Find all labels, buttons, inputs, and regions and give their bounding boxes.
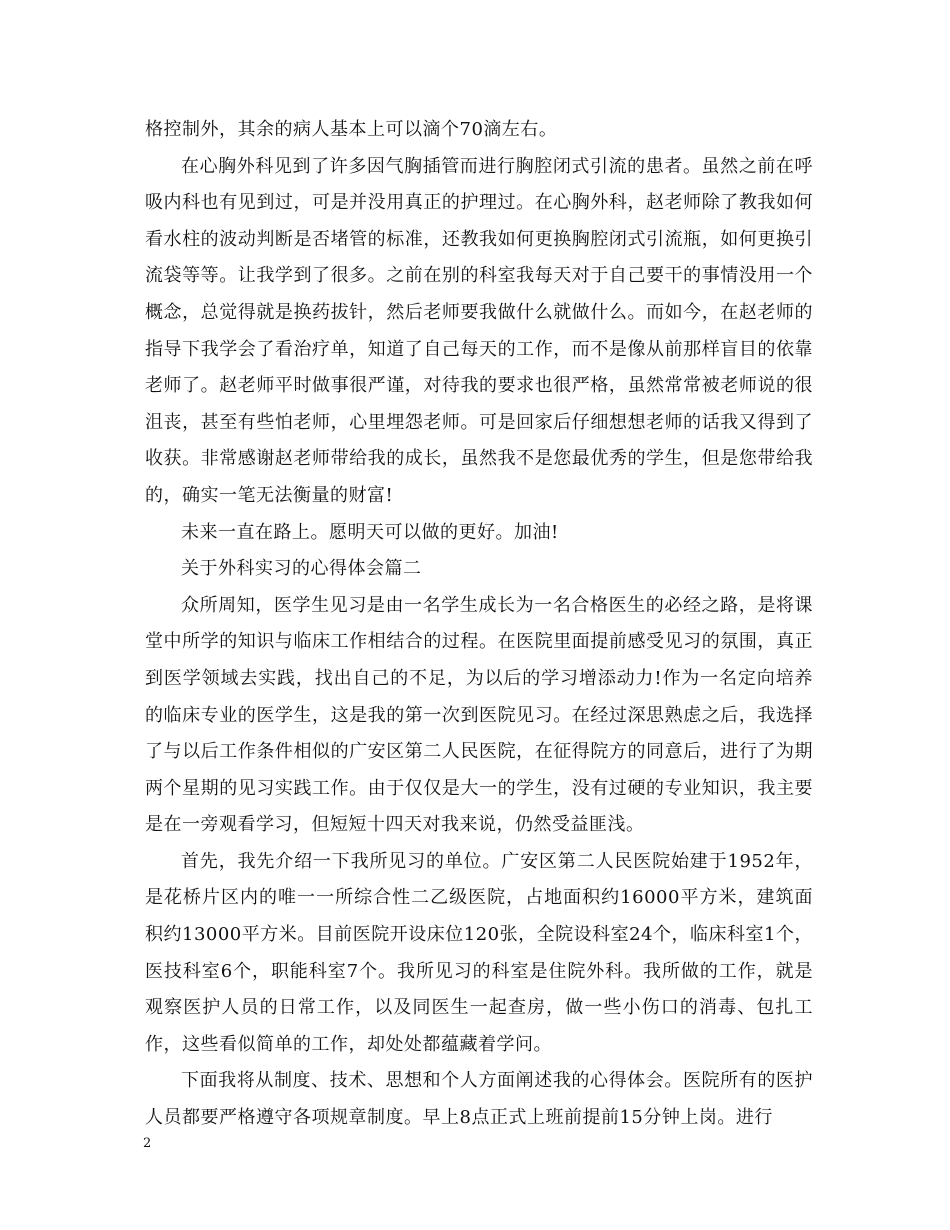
paragraph-closing: 未来一直在路上。愿明天可以做的更好。加油! [181, 521, 559, 543]
paragraph-intro: 众所周知，医学生见习是由一名学生成长为一名合格医生的必经之路，是将课堂中所学的知识与临床工作相结合的过程。在医院里面提前感受见习的氛围，真正到医学领域去实践，找出自己的不足，为以后的学习增添动力!作为一名定向培养的临床专业的医学生，这是我的第一次到医院见习。在经过深思熟虑之后，我选择了与以后工作条件相似的广安区第二人民医院，在征得院方的同意后，进行了为期两个星期的见习实践工作。由于仅仅是大一的学生，没有过硬的专业知识，我主要是在一旁观看学习，但短短十四天对我来说，仍然受益匪浅。 [145, 594, 813, 836]
paragraph-thoracic-surgery: 在心胸外科见到了许多因气胸插管而进行胸腔闭式引流的患者。虽然之前在呼吸内科也有见到过，可是并没用真正的护理过。在心胸外科，赵老师除了教我如何看水柱的波动判断是否堵管的标准，还教我如何更换胸腔闭式引流瓶，如何更换引流袋等等。让我学到了很多。之前在别的科室我每天对于自己要干的事情没用一个概念，总觉得就是换药拔针，然后老师要我做什么就做什么。而如今，在赵老师的指导下我学会了看治疗单，知道了自己每天的工作，而不是像从前那样盲目的依靠老师了。赵老师平时做事很严谨，对待我的要求也很严格，虽然常常被老师说的很沮丧，甚至有些怕老师，心里埋怨老师。可是回家后仔细想想老师的话我又得到了收获。非常感谢赵老师带给我的成长，虽然我不是您最优秀的学生，但是您带给我的，确实一笔无法衡量的财富! [145, 155, 813, 506]
paragraph-hospital-info: 首先，我先介绍一下我所见习的单位。广安区第二人民医院始建于1952年，是花桥片区内的唯一一所综合性二乙级医院，占地面积约16000平方米，建筑面积约13000平方米。目前医院开设床位120张，全院设科室24个，临床科室1个，医技科室6个，职能科室7个。我所见习的科室是住院外科。我所做的工作，就是观察医护人员的日常工作，以及同医生一起查房，做一些小伤口的消毒、包扎工作，这些看似简单的工作，却处处都蕴藏着学问。 [145, 850, 813, 1055]
section-heading: 关于外科实习的心得体会篇二 [181, 558, 422, 580]
paragraph-experience: 下面我将从制度、技术、思想和个人方面阐述我的心得体会。医院所有的医护人员都要严格遵守各项规章制度。早上8点正式上班前提前15分钟上岗。进行 [145, 1070, 813, 1129]
body-text [145, 112, 813, 1137]
page-number: 2 [143, 1136, 152, 1151]
paragraph-continuation: 格控制外，其余的病人基本上可以滴个70滴左右。 [145, 119, 558, 140]
